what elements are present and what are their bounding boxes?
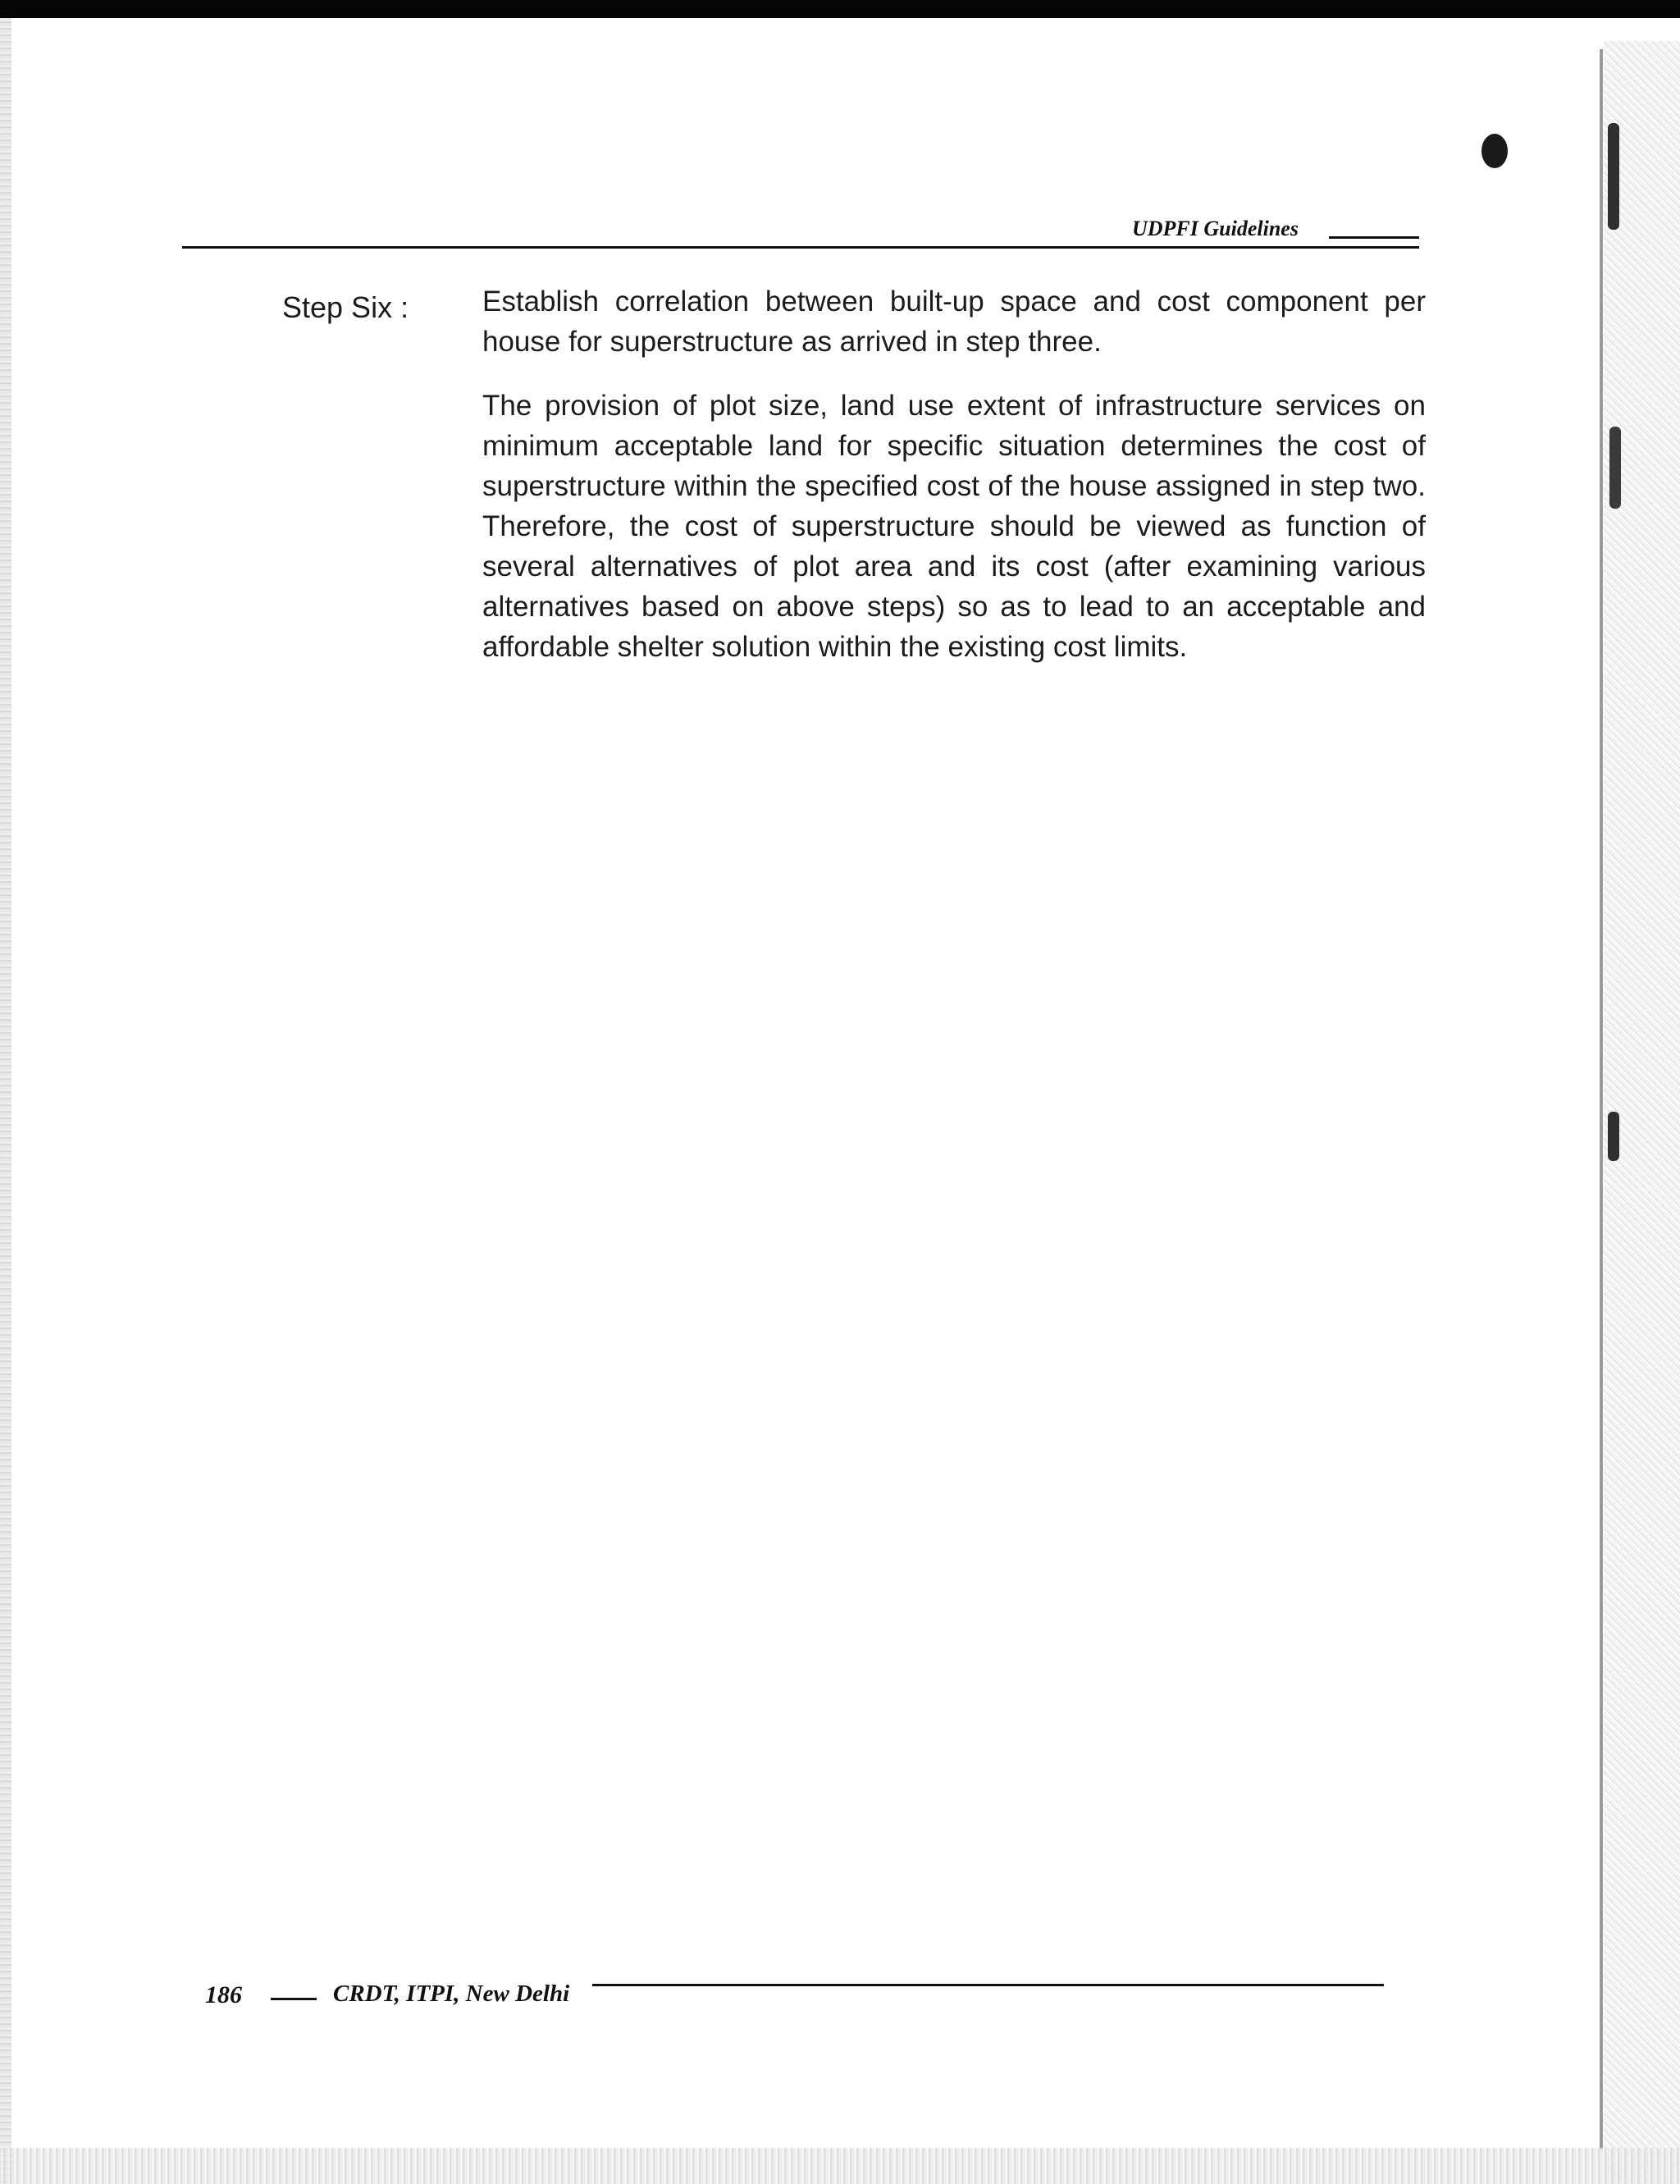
- header-rule: [182, 246, 1419, 249]
- step-paragraph-2: The provision of plot size, land use extent of infrastructure services on minimum acceptable land for specific situation determines the cost of superstructure within the specified cost of the house assigned in step two. Therefore, the cost of superstructure should be viewed as function of several alternatives of plot area and its cost (after examining various alternatives based on above steps) so as to lead to an acceptable and affordable shelter solution within the existing cost limits.: [482, 390, 1426, 663]
- page-fold-line: [1600, 49, 1603, 2150]
- footer-rule: [592, 1984, 1384, 1986]
- binding-mark-middle: [1609, 427, 1621, 509]
- header-rule-tail: [1329, 236, 1419, 239]
- scan-top-border: [0, 0, 1680, 18]
- running-header-title: UDPFI Guidelines: [1125, 217, 1305, 241]
- scan-bottom-edge: [0, 2148, 1680, 2184]
- punch-hole-mark: [1481, 134, 1508, 168]
- footer-publisher: CRDT, ITPI, New Delhi: [333, 1981, 570, 2007]
- binding-mark-lower: [1608, 1112, 1619, 1161]
- step-label: Step Six :: [282, 290, 409, 324]
- scan-left-edge: [0, 18, 11, 2184]
- page-number: 186: [205, 1981, 242, 2008]
- step-paragraph-1: Establish correlation between built-up space and cost component per house for superstructure as arrived in step three.: [482, 286, 1426, 358]
- footer-dash: [271, 1998, 317, 2000]
- binding-mark-top: [1608, 123, 1619, 230]
